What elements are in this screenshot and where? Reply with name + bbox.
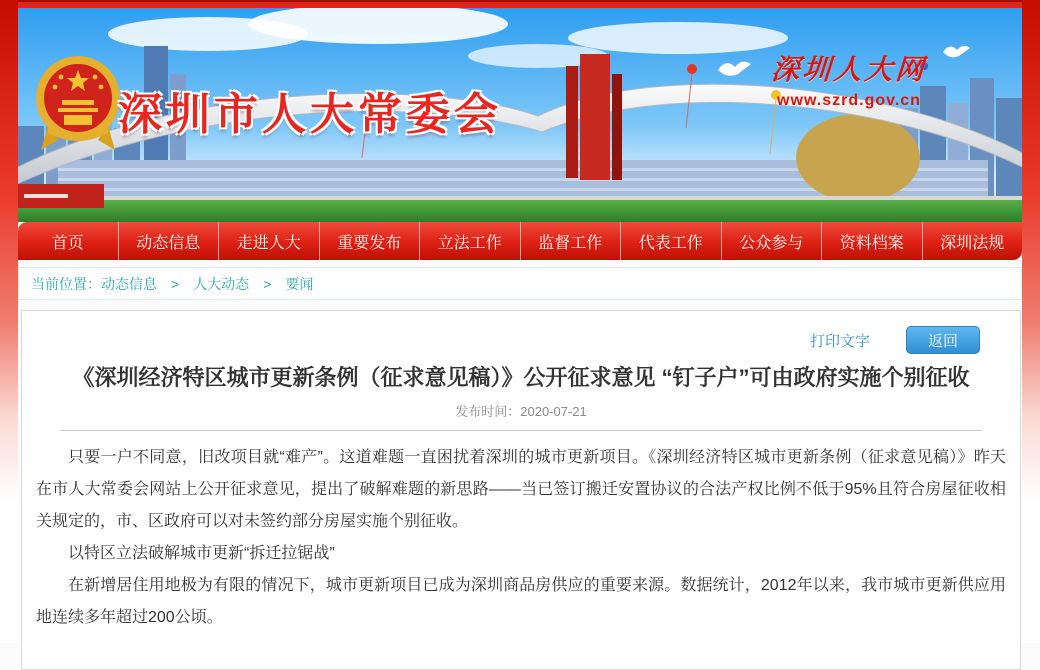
breadcrumb-label: 当前位置：: [31, 275, 101, 292]
breadcrumb-link-highlights[interactable]: 要闻: [285, 275, 314, 292]
print-link[interactable]: 打印文字: [809, 332, 870, 350]
nav-item-news[interactable]: 动态信息: [118, 222, 219, 260]
article-title: 《深圳经济特区城市更新条例（征求意见稿）》公开征求意见 “钉子户”可由政府实施个别征收: [72, 365, 970, 390]
article-paragraph: 在新增居住用地极为有限的情况下，城市更新项目已成为深圳商品房供应的重要来源。数据统计，2012年以来，我市城市更新供应用地连续多年超过200公顷。: [36, 577, 1006, 626]
article-subheading: 以特区立法破解城市更新“拆迁拉锯战”: [68, 545, 335, 562]
nav-item-legislation[interactable]: 立法工作: [419, 222, 520, 260]
title-divider: [60, 430, 982, 431]
site-brand: [751, 48, 947, 110]
nav-item-supervision[interactable]: 监督工作: [520, 222, 621, 260]
national-emblem-icon: [34, 52, 122, 156]
publish-date-value: 2020-07-21: [520, 404, 587, 419]
page-top-border: [0, 0, 1040, 8]
nav-item-about[interactable]: 走进人大: [218, 222, 319, 260]
page-left-border: [0, 0, 18, 643]
site-brand-name: 深圳人大网: [770, 54, 928, 85]
publish-date-label: 发布时间：: [455, 404, 521, 419]
breadcrumb-separator: >: [171, 275, 180, 292]
banner: [18, 8, 1022, 222]
back-button[interactable]: 返回: [906, 326, 980, 354]
nav-item-home[interactable]: 首页: [51, 234, 84, 252]
article-paragraph: 只要一户不同意，旧改项目就“难产”。这道难题一直困扰着深圳的城市更新项目。《深圳经济特区城市更新条例（征求意见稿）》昨天在市人大常委会网站上公开征求意见，提出了破解难题的新思路——当已签订搬迁安置协议的合法产权比例不低于95%且符合房屋征收相关规定的，市、区政府可以对未签约部分房屋实施个别征收。: [36, 449, 1006, 530]
nav-item-archives[interactable]: 资料档案: [821, 222, 922, 260]
breadcrumb-separator: >: [263, 275, 272, 292]
breadcrumb-link-news[interactable]: 动态信息: [101, 275, 157, 292]
main-nav: [18, 222, 1022, 260]
nav-item-releases[interactable]: 重要发布: [319, 222, 420, 260]
site-title: 深圳市人大常委会: [118, 90, 502, 139]
page-right-border: [1022, 0, 1040, 643]
nav-item-deputies[interactable]: 代表工作: [620, 222, 721, 260]
nav-item-public[interactable]: 公众参与: [721, 222, 822, 260]
article-panel: [21, 310, 1021, 670]
publish-date: [36, 401, 1006, 420]
breadcrumb-link-npc-news[interactable]: 人大动态: [193, 275, 250, 292]
site-brand-url: www.szrd.gov.cn: [777, 92, 921, 109]
nav-item-regulations[interactable]: 深圳法规: [922, 222, 1023, 260]
breadcrumb: [18, 267, 1022, 300]
article-body: [36, 442, 1006, 634]
article-toolbar: [36, 323, 1006, 357]
